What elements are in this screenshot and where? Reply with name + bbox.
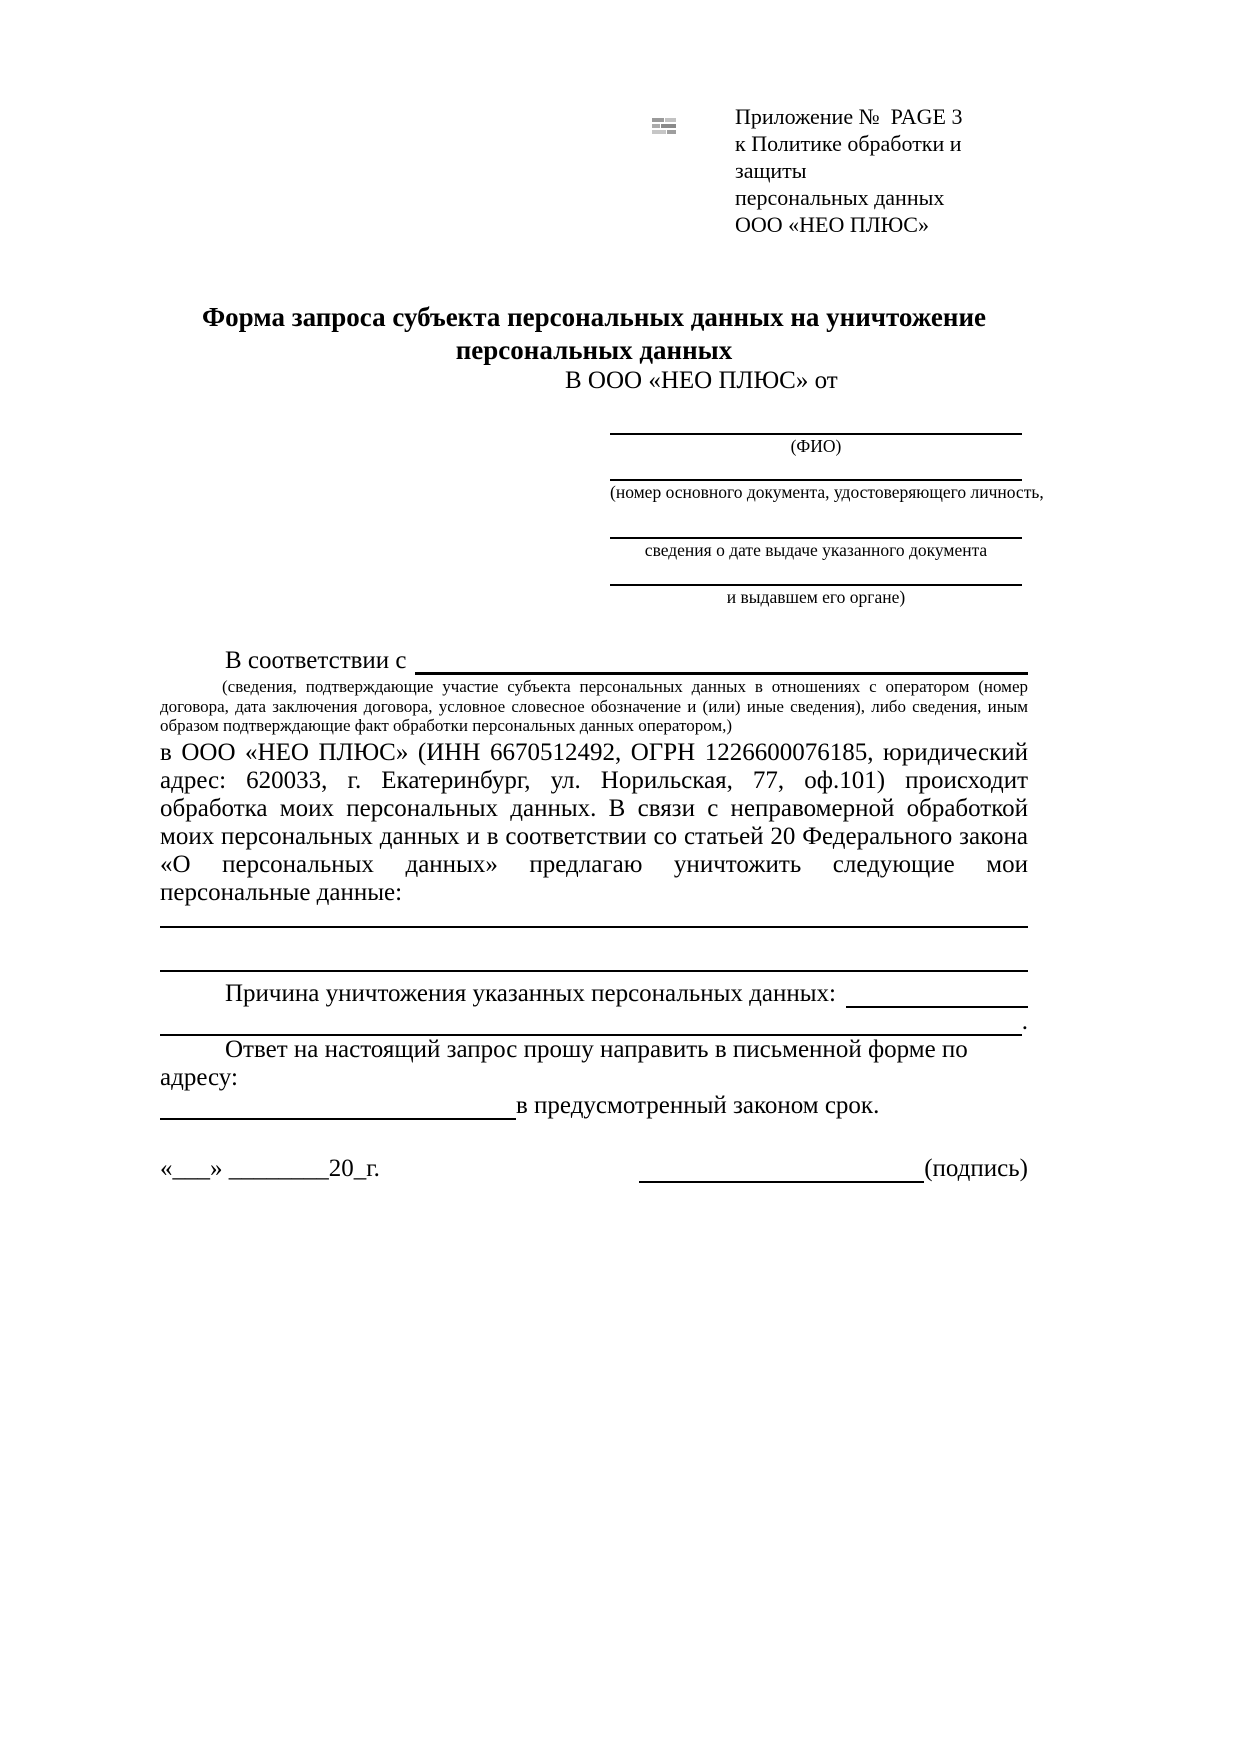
pixel-artifact-icon [652,117,678,139]
accordance-note: (сведения, подтверждающие участие субъекта персональных данных в отношениях с оператором (номер договора, дата заключения договора, условное словесное обозначение и (или) иные сведения), либо сведения, иным образом подтверждающие факт обработки персональных данных оператором,) [160,677,1028,735]
reason-continuation-blank[interactable] [160,1010,1022,1036]
personal-data-blank-1[interactable] [160,907,1028,928]
reason-blank[interactable] [846,980,1028,1008]
issuing-authority-caption: и выдавшем его органе) [726,587,906,607]
addressee-line: В ООО «НЕО ПЛЮС» от [565,367,838,394]
reason-line [160,980,1028,1008]
reason-label: Причина уничтожения указанных персональных данных: [225,979,836,1007]
accordance-line [160,647,1028,675]
response-request-line: Ответ на настоящий запрос прошу направить в письменной форме по адресу: [160,1035,968,1091]
fio-caption: (ФИО) [790,436,842,456]
company-line: ООО «НЕО ПЛЮС» [735,212,929,237]
date-blank-line[interactable]: «___» ________20_г. [160,1154,380,1182]
issuing-authority-blank[interactable] [610,561,1022,586]
response-suffix: в предусмотренный законом срок. [516,1091,880,1119]
accordance-blank[interactable] [415,647,1028,675]
id-document-caption: (номер основного документа, удостоверяющего личность, [610,482,1044,502]
response-address-line [160,1092,1028,1120]
id-document-blank[interactable] [610,457,1022,481]
reason-terminator: . [1021,1007,1028,1035]
accordance-prefix: В соответствии с [225,647,407,674]
personal-data-blank-2[interactable] [160,928,1028,972]
page-title [160,301,1028,367]
address-blank[interactable] [160,1092,516,1120]
applicant-fields-block [610,395,1044,608]
date-signature-row [160,1155,1028,1183]
signature-group [639,1155,1028,1183]
reason-continuation-line [160,1008,1028,1036]
policy-line-2: персональных данных [735,185,945,210]
doc-header-block [735,103,1028,238]
signature-caption: (подпись) [924,1154,1028,1182]
page-title-line-2: персональных данных [455,335,733,365]
fio-blank[interactable] [610,395,1022,435]
page-title-line-1: Форма запроса субъекта персональных данных на уничтожение [201,302,987,332]
policy-line-1: к Политике обработки и защиты [735,131,968,183]
issue-date-blank[interactable] [610,503,1022,539]
issue-date-caption: сведения о дате выдаче указанного документа [644,540,988,560]
appendix-line: Приложение № PAGE 3 [735,104,963,129]
main-paragraph: в ООО «НЕО ПЛЮС» (ИНН 6670512492, ОГРН 1226600076185, юридический адрес: 620033, г. Екатеринбург, ул. Норильская, 77, оф.101) происходит обработка моих персональных данных. В связи с неправомерной обработкой моих персональных данных и в соответствии со статьей 20 Федерального закона «О персональных данных» предлагаю уничтожить следующие мои персональные данные: [160,738,1028,906]
signature-blank[interactable] [639,1157,924,1183]
